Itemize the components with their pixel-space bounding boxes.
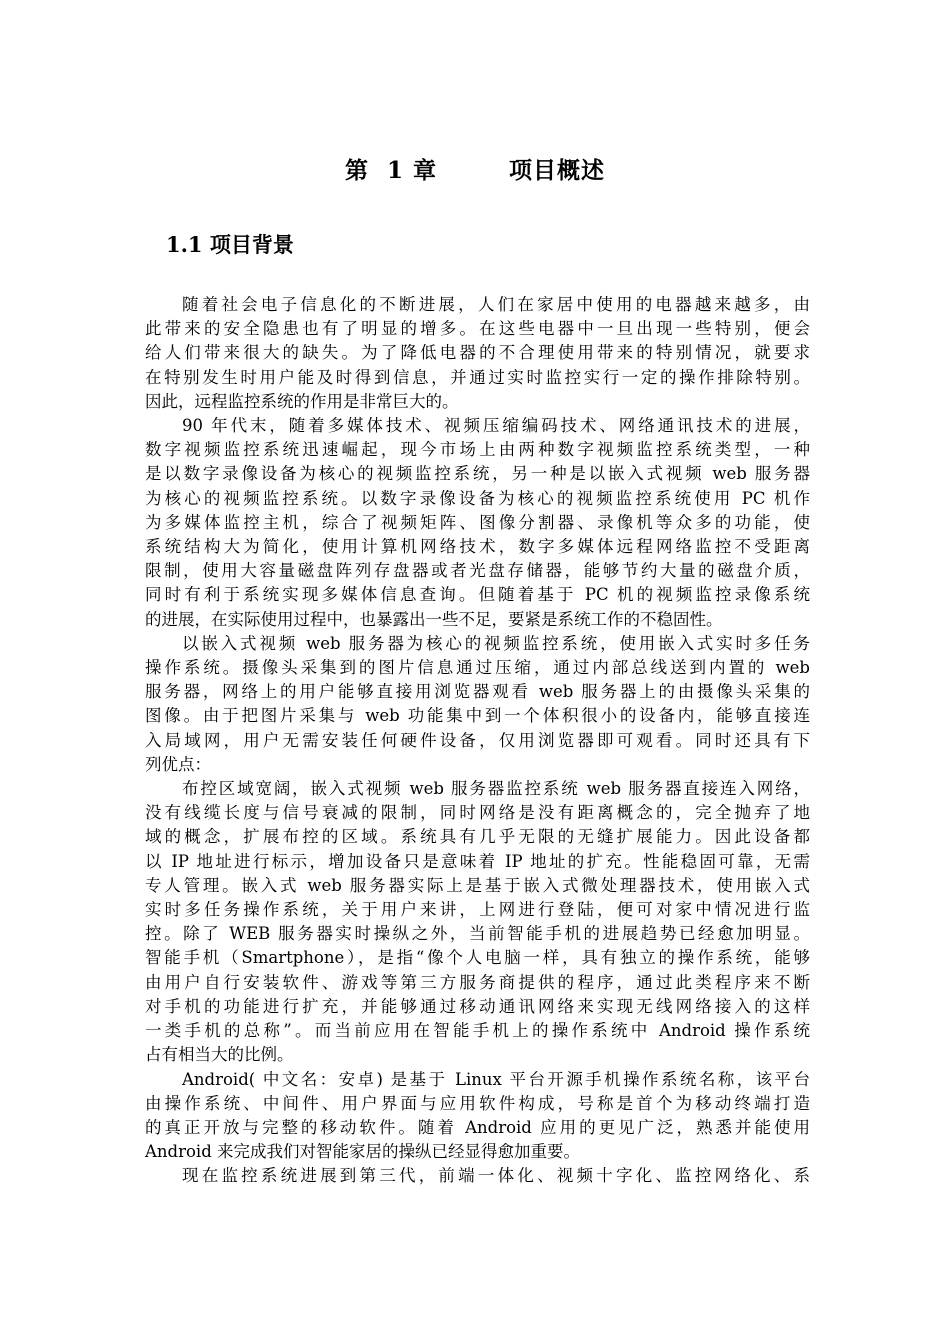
text-line: 此带来的安全隐患也有了明显的增多。在这些电器中一旦出现一些特别，便会 [145, 319, 810, 339]
text-line: 域的概念，扩展布控的区域。系统具有几乎无限的无缝扩展能力。因此设备都 [145, 827, 810, 847]
paragraph [145, 1164, 810, 1188]
text-line: 的进展，在实际使用过程中，也暴露出一些不足，要紧是系统工作的不稳固性。 [145, 609, 723, 629]
text-line: 没有线缆长度与信号衰减的限制，同时网络是没有距离概念的，完全抛弃了地 [145, 803, 810, 823]
text-line: 以 IP 地址进行标示，增加设备只是意味着 IP 地址的扩充。性能稳固可靠，无需 [145, 851, 810, 871]
text-line: 占有相当大的比例。 [145, 1045, 294, 1065]
text-line: 为多媒体监控主机，综合了视频矩阵、图像分割器、录像机等众多的功能，使 [145, 512, 810, 532]
text-line: 数字视频监控系统迅速崛起，现今市场上由两种数字视频监控系统类型，一种 [145, 440, 810, 460]
text-line: 服务器，网络上的用户能够直接用浏览器观看 web 服务器上的由摄像头采集的 [145, 682, 810, 702]
text-line: 为核心的视频监控系统。以数字录像设备为核心的视频监控系统使用 PC 机作 [145, 488, 810, 508]
text-line: 布控区域宽阔，嵌入式视频 web 服务器监控系统 web 服务器直接连入网络， [182, 779, 810, 799]
text-line: 智能手机（Smartphone），是指“像个人电脑一样，具有独立的操作系统，能够 [145, 948, 810, 968]
paragraph [145, 293, 810, 414]
text-line: 控。除了 WEB 服务器实时操纵之外，当前智能手机的进展趋势已经愈加明显。 [145, 924, 810, 944]
text-line: Android 来完成我们对智能家居的操纵已经显得愈加重要。 [145, 1142, 581, 1162]
text-line: 列优点： [145, 754, 211, 774]
paragraph [145, 1068, 810, 1165]
text-line: 实时多任务操作系统，关于用户来讲，上网进行登陆，便可对家中情况进行监 [145, 900, 810, 920]
text-line: 是以数字录像设备为核心的视频监控系统，另一种是以嵌入式视频 web 服务器 [145, 464, 810, 484]
text-line: 由用户自行安装软件、游戏等第三方服务商提供的程序，通过此类程序来不断 [145, 972, 810, 992]
text-line: 随着社会电子信息化的不断进展，人们在家居中使用的电器越来越多，由 [182, 295, 810, 314]
text-line: 90 年代末，随着多媒体技术、视频压缩编码技术、网络通讯技术的进展， [182, 416, 810, 436]
paragraph [145, 632, 810, 777]
text-line: 对手机的功能进行扩充，并能够通过移动通讯网络来实现无线网络接入的这样 [145, 996, 810, 1016]
text-line: 给人们带来很大的缺失。为了降低电器的不合理使用带来的特别情况，就要求 [145, 343, 810, 363]
text-line: 在特别发生时用户能及时得到信息，并通过实时监控实行一定的操作排除特别。 [145, 367, 810, 387]
text-line: 专人管理。嵌入式 web 服务器实际上是基于嵌入式微处理器技术，使用嵌入式 [145, 875, 810, 895]
text-line: 的真正开放与完整的移动软件。随着 Android 应用的更见广泛，熟悉并能使用 [145, 1117, 810, 1137]
text-line: 图像。由于把图片采集与 web 功能集中到一个体积很小的设备内，能够直接连 [145, 706, 810, 726]
body-text [145, 293, 810, 1189]
text-line: 入局域网，用户无需安装任何硬件设备，仅用浏览器即可观看。同时还具有下 [145, 730, 810, 750]
paragraph [145, 777, 810, 1067]
paragraph [145, 414, 810, 632]
text-line: 现在监控系统进展到第三代，前端一体化、视频十字化、监控网络化、系 [182, 1166, 810, 1186]
text-line: 同时有利于系统实现多媒体信息查询。但随着基于 PC 机的视频监控录像系统 [145, 585, 810, 605]
text-line: 操作系统。摄像头采集到的图片信息通过压缩，通过内部总线送到内置的 web [145, 658, 810, 678]
text-line: 因此，远程监控系统的作用是非常巨大的。 [145, 391, 459, 411]
text-line: 限制，使用大容量磁盘阵列存盘器或者光盘存储器，能够节约大量的磁盘介质， [145, 561, 810, 581]
text-line: 由操作系统、中间件、用户界面与应用软件构成，号称是首个为移动终端打造 [145, 1093, 810, 1113]
section-heading: 1.1 项目背景 [166, 232, 294, 257]
text-line: 系统结构大为简化，使用计算机网络技术，数字多媒体远程网络监控不受距离 [145, 537, 810, 557]
text-line: 以嵌入式视频 web 服务器为核心的视频监控系统，使用嵌入式实时多任务 [182, 633, 810, 653]
text-line: 一类手机的总称”。而当前应用在智能手机上的操作系统中 Android 操作系统 [145, 1021, 810, 1041]
text-line: Android( 中文名：安卓) 是基于 Linux 平台开源手机操作系统名称，该平台 [182, 1069, 810, 1089]
chapter-title: 第 1 章 项目概述 [344, 157, 606, 184]
